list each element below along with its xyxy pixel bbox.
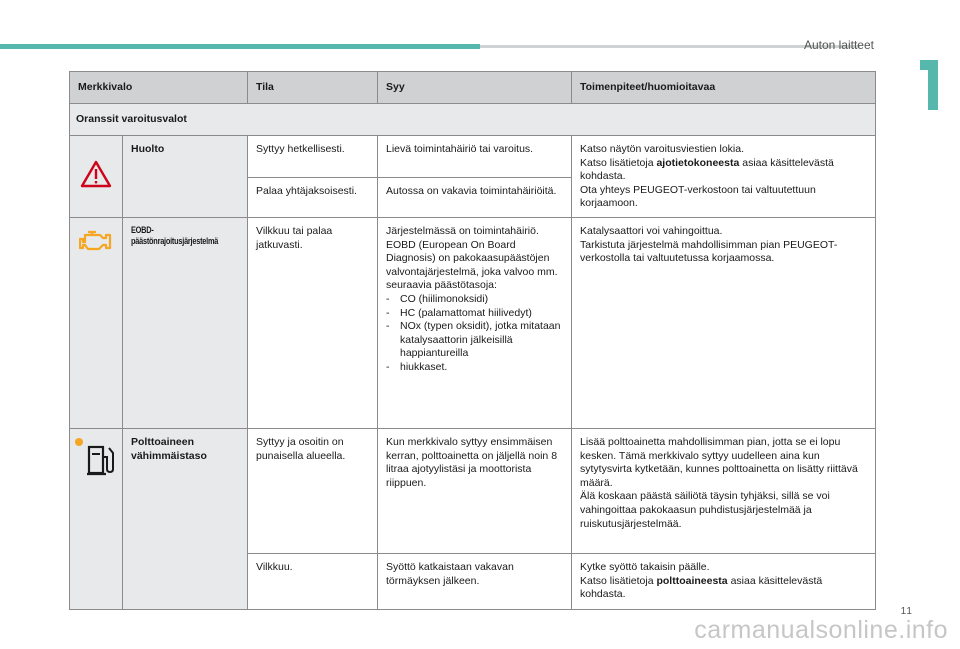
fuel-action-1-line-2: Älä koskaan päästä säiliötä täysin tyhjäksi, sillä se voi vahingoittaa pakokaasun puhdistusjärjestelmää ja ruiskutusjärjestelmää. [580,490,830,530]
chapter-marker-bar [928,60,938,110]
eobd-state: Vilkkuu tai palaa jatkuvasti. [248,218,378,429]
list-item: - hiukkaset. [386,360,448,373]
huolto-cause-2: Autossa on vakavia toimintahäiriöitä. [378,178,572,218]
huolto-action-line-1: Katso näytön varoitusviestien lokia. [580,143,745,155]
page-number: 11 [900,606,913,617]
huolto-name: Huolto [123,136,248,218]
fuel-cause-2: Syöttö katkaistaan vakavan törmäyksen jälkeen. [378,554,572,610]
bold-link-polttoaine: polttoaineesta [656,574,728,587]
bold-link-ajotietokone: ajotietokoneesta [656,156,740,169]
orange-indicator-dot [75,438,83,446]
table-header-row [70,72,876,104]
huolto-cause-1: Lievä toimintahäiriö tai varoitus. [378,136,572,178]
fuel-action-2-line-1: Kytke syöttö takaisin päälle. [580,561,710,573]
eobd-cause [378,218,572,429]
section-title: Auton laitteet [803,38,874,52]
table-row [70,218,876,429]
table-row [70,429,876,554]
header-accent-bar [0,44,480,49]
huolto-state-2: Palaa yhtäjaksoisesti. [248,178,378,218]
huolto-action-line-2: Katso lisätietoja ajotietokoneesta asiaa käsittelevästä kohdasta. [580,156,834,183]
eobd-name [123,218,248,429]
fuel-state-1: Syttyy ja osoitin on punaisella alueella. [248,429,378,554]
column-header-toimenpiteet: Toimenpiteet/huomioitavaa [572,72,876,104]
huolto-action [572,136,876,218]
fuel-state-2: Vilkkuu. [248,554,378,610]
eobd-name-line-2: päästönrajoitusjärjestelmä [131,236,219,246]
fuel-pump-icon [86,443,116,477]
column-header-merkkivalo: Merkkivalo [70,72,248,104]
huolto-icon-cell [70,136,123,218]
eobd-action-line-1: Katalysaattori voi vahingoittua. [580,225,723,237]
warning-lights-table [69,71,876,610]
huolto-state-1: Syttyy hetkellisesti. [248,136,378,178]
warning-triangle-icon [80,159,112,189]
list-item: - CO (hiilimonoksidi) [386,292,489,305]
group-row [70,104,876,136]
huolto-action-line-3: Ota yhteys PEUGEOT-verkostoon tai valtuutettuun korjaamoon. [580,183,816,210]
table-row [70,136,876,178]
watermark: carmanualsonline.info [694,616,948,644]
fuel-action-1 [572,429,876,554]
eobd-name-line-1: EOBD- [131,225,154,235]
eobd-cause-intro: Järjestelmässä on toimintahäiriö. EOBD (European On Board Diagnosis) on pakokaasupäästöjen valvontajärjestelmä, joka valvoo mm. seuraavia päästötasoja: [386,225,558,292]
list-item: - HC (palamattomat hiilivedyt) [386,306,532,319]
fuel-cause-1: Kun merkkivalo syttyy ensimmäisen kerran, polttoainetta on jäljellä noin 8 litraa ajotyylistäsi ja moottorista riippuen. [378,429,572,554]
engine-icon [79,228,113,254]
group-title: Oranssit varoitusvalot [70,104,876,136]
eobd-icon-cell [70,218,123,429]
fuel-action-2 [572,554,876,610]
column-header-tila: Tila [248,72,378,104]
eobd-action [572,218,876,429]
fuel-action-1-line-1: Lisää polttoainetta mahdollisimman pian, jotta se ei lopu kesken. Tämä merkkivalo syttyy uudelleen aina kun sytytysvirta kytketään, kunnes polttoainetta on lisätty riittävä määrä. [580,436,858,489]
list-item: - NOx (typen oksidit), jotka mitataan katalysaattorin jälkeisillä happiantureilla [386,320,561,360]
column-header-syy: Syy [378,72,572,104]
fuel-icon-cell [70,429,123,610]
fuel-name: Polttoaineen vähimmäistaso [123,429,248,610]
fuel-action-2-line-2: Katso lisätietoja polttoaineesta asiaa käsittelevästä kohdasta. [580,574,823,601]
chapter-marker [918,60,946,110]
eobd-action-line-2: Tarkistuta järjestelmä mahdollisimman pian PEUGEOT-verkostolla tai valtuutetussa korjaamossa. [580,238,838,265]
